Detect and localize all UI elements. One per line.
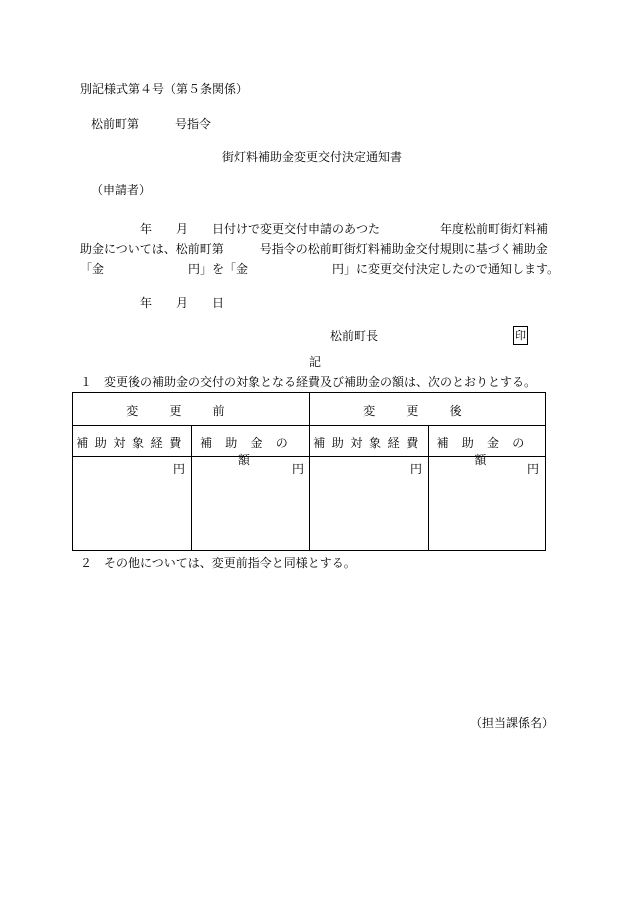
col-subsidy-target-after: 補助対象経費 <box>313 436 425 450</box>
form-reference: 別記様式第４号（第５条関係） <box>80 82 249 96</box>
document-title: 街灯料補助金変更交付決定通知書 <box>222 150 403 164</box>
header-before: 変更前 <box>126 404 256 418</box>
table-divider-row1 <box>73 425 545 426</box>
order-number: 松前町第 号指令 <box>91 117 212 131</box>
yen-unit-2: 円 <box>291 462 304 476</box>
yen-unit-1: 円 <box>172 462 185 476</box>
body-line-1: 年 月 日付けで変更交付申請のあつた 年度松前町街灯料補 <box>140 222 549 236</box>
body-line-3: 「金 円」を「金 円」に変更交付決定したので通知します。 <box>80 262 560 276</box>
issuer-name: 松前町長 <box>330 329 379 343</box>
footer-department: （担当課係名） <box>470 716 555 730</box>
header-after: 変更後 <box>363 404 493 418</box>
col-subsidy-amount-before: 補助金の額 <box>200 436 301 467</box>
seal-mark: 印 <box>513 326 528 345</box>
col-subsidy-target-before: 補助対象経費 <box>76 436 188 450</box>
item-2: ２ その他については、変更前指令と同様とする。 <box>80 556 356 570</box>
yen-unit-4: 円 <box>526 462 539 476</box>
ki-heading: 記 <box>309 355 322 369</box>
amount-table <box>72 392 546 551</box>
col-subsidy-amount-after: 補助金の額 <box>436 436 538 467</box>
item-1: １ 変更後の補助金の交付の対象となる経費及び補助金の額は、次のとおりとする。 <box>80 375 537 389</box>
date-line: 年 月 日 <box>140 296 225 310</box>
body-line-2: 助金については、松前町第 号指令の松前町街灯料補助金交付規則に基づく補助金 <box>80 242 548 256</box>
applicant-label: （申請者） <box>91 183 152 197</box>
yen-unit-3: 円 <box>409 462 422 476</box>
